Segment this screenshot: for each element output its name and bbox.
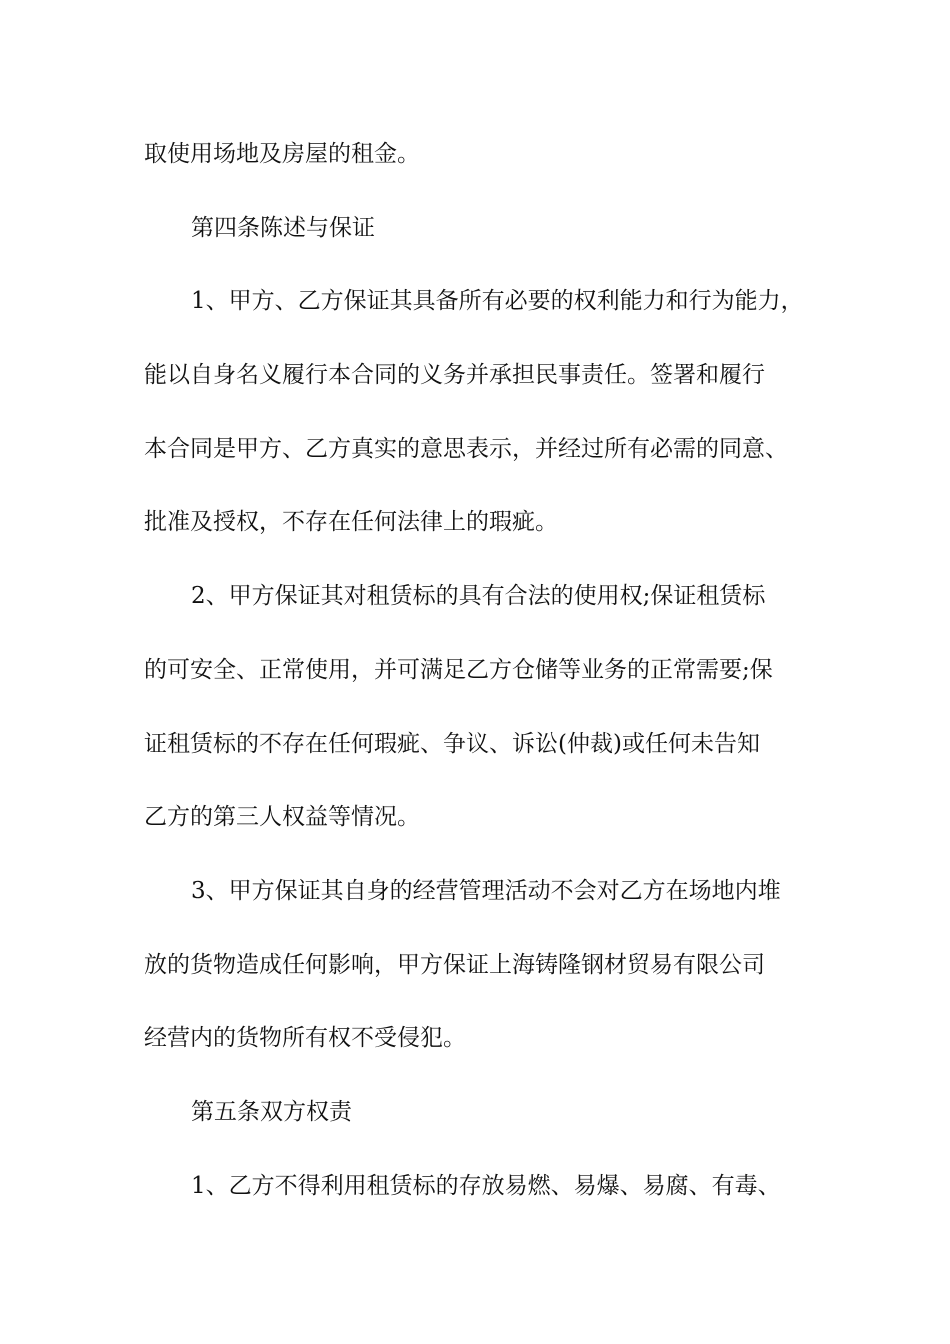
section-heading: 第四条陈述与保证: [191, 214, 375, 241]
text-line: 1、甲方、乙方保证其具备所有必要的权利能力和行为能力，: [191, 288, 804, 315]
text-line: 批准及授权，不存在任何法律上的瑕疵。: [144, 509, 558, 536]
document-body: [144, 118, 824, 1223]
text-line: 能以自身名义履行本合同的义务并承担民事责任。签署和履行: [144, 362, 765, 389]
section-heading: 第五条双方权责: [191, 1098, 352, 1125]
text-line: 取使用场地及房屋的租金。: [144, 141, 420, 167]
text-line: 3、甲方保证其自身的经营管理活动不会对乙方在场地内堆: [191, 877, 781, 904]
text-line: 经营内的货物所有权不受侵犯。: [144, 1025, 466, 1052]
text-line: 放的货物造成任何影响，甲方保证上海铸隆钢材贸易有限公司: [144, 951, 765, 978]
text-line: 证租赁标的不存在任何瑕疵、争议、诉讼(仲裁)或任何未告知: [144, 730, 760, 757]
text-line: 乙方的第三人权益等情况。: [144, 804, 420, 831]
text-line: 本合同是甲方、乙方真实的意思表示，并经过所有必需的同意、: [144, 435, 788, 462]
text-line: 2、甲方保证其对租赁标的具有合法的使用权;保证租赁标: [191, 583, 766, 610]
text-line: 1、乙方不得利用租赁标的存放易燃、易爆、易腐、有毒、: [191, 1172, 781, 1199]
text-line: 的可安全、正常使用，并可满足乙方仓储等业务的正常需要;保: [144, 656, 773, 683]
